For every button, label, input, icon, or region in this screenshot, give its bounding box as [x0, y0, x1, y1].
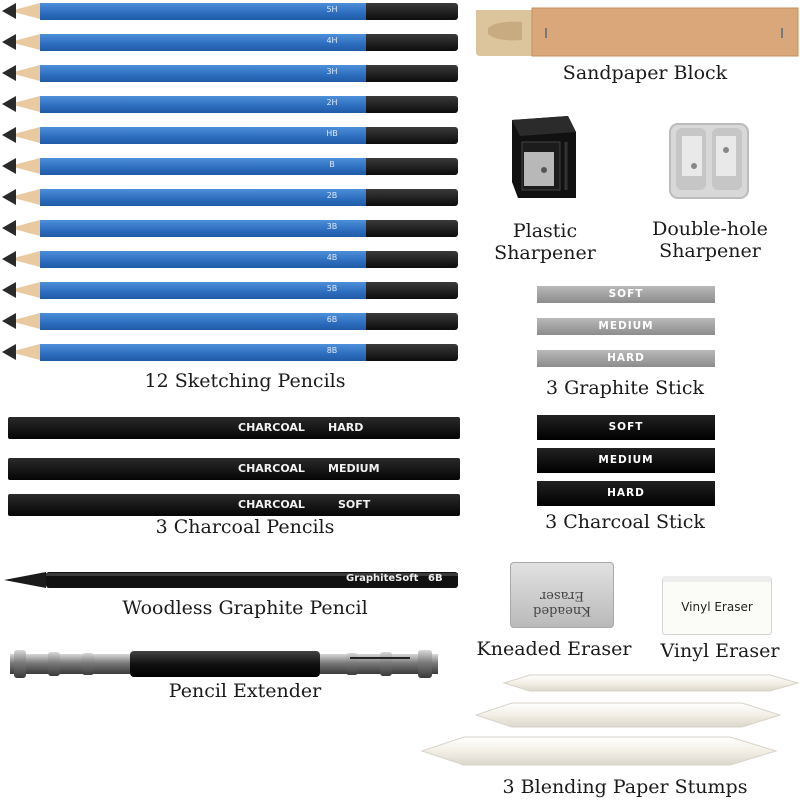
- kneaded-eraser: [510, 562, 614, 628]
- charcoal-stick-label: HARD: [607, 487, 645, 499]
- pencil-grade-label: 3H: [326, 67, 338, 76]
- sketching-pencil: [2, 127, 458, 144]
- plastic-sharpener-shape: [508, 112, 578, 202]
- pencil-grade-label: 6B: [326, 315, 338, 324]
- kneaded-eraser-print: Kneaded Eraser: [533, 588, 591, 618]
- woodless-pencil-caption: Woodless Graphite Pencil: [122, 597, 368, 619]
- charcoal-pencil-brand: CHARCOAL: [238, 498, 305, 511]
- blending-stumps-group: [420, 665, 800, 775]
- pencil-grade-label: 5B: [326, 284, 338, 293]
- blending-stumps-shape: [420, 665, 800, 775]
- pencil-grade-label: 4B: [326, 253, 338, 262]
- graphite-stick: [537, 286, 715, 303]
- graphite-stick-label: HARD: [607, 352, 645, 364]
- charcoal-stick: [537, 448, 715, 473]
- sketching-pencil: [2, 344, 458, 361]
- charcoal-pencil: [8, 417, 460, 439]
- woodless-graphite-pencil: [4, 570, 460, 590]
- pencil-grade-label: B: [329, 160, 335, 169]
- sandpaper-block-shape: [474, 4, 800, 58]
- woodless-pencil-grade: 6B: [428, 573, 443, 584]
- sketching-pencils-caption: 12 Sketching Pencils: [144, 370, 346, 392]
- pencil-extender: [10, 644, 438, 684]
- double-hole-sharpener-shape: [666, 120, 752, 202]
- charcoal-stick-label: SOFT: [608, 421, 644, 433]
- sketching-pencil: [2, 65, 458, 82]
- sketching-pencil: [2, 251, 458, 268]
- pencil-grade-label: 3B: [326, 222, 338, 231]
- charcoal-stick: [537, 481, 715, 506]
- charcoal-stick: [537, 415, 715, 440]
- sketching-pencil: [2, 96, 458, 113]
- pencil-grade-label: 8B: [326, 346, 338, 355]
- vinyl-eraser-caption: Vinyl Eraser: [660, 640, 780, 662]
- pencil-grade-label: HB: [326, 129, 338, 138]
- charcoal-pencil: [8, 494, 460, 516]
- charcoal-pencil: [8, 458, 460, 480]
- sketching-pencil: [2, 3, 458, 20]
- woodless-pencil-brand: GraphiteSoft: [346, 573, 419, 584]
- kneaded-eraser-caption: Kneaded Eraser: [476, 638, 632, 660]
- charcoal-pencil-grade: MEDIUM: [328, 462, 380, 475]
- double-hole-sharpener: [666, 120, 752, 202]
- plastic-sharpener-caption-text: Plastic Sharpener: [494, 220, 596, 264]
- pencil-grade-label: 5H: [326, 5, 338, 14]
- sandpaper-block: [474, 4, 800, 58]
- sketching-pencil: [2, 282, 458, 299]
- pencil-grade-label: 2H: [326, 98, 338, 107]
- charcoal-stick-caption: 3 Charcoal Stick: [545, 511, 705, 533]
- plastic-sharpener: [508, 112, 578, 202]
- charcoal-pencil-brand: CHARCOAL: [238, 421, 305, 434]
- blending-stumps-caption: 3 Blending Paper Stumps: [502, 776, 748, 798]
- charcoal-pencils-caption: 3 Charcoal Pencils: [155, 516, 335, 538]
- sketching-pencil: [2, 220, 458, 237]
- graphite-stick-caption: 3 Graphite Stick: [546, 377, 704, 399]
- charcoal-pencil-grade: HARD: [328, 421, 364, 434]
- double-hole-sharpener-caption: [640, 218, 780, 262]
- pencil-extender-caption: Pencil Extender: [168, 680, 322, 702]
- pencil-extender-shape: [10, 644, 438, 684]
- charcoal-pencil-grade: SOFT: [338, 498, 371, 511]
- pencil-grade-label: 2B: [326, 191, 338, 200]
- sketching-pencil: [2, 34, 458, 51]
- vinyl-eraser-print: Vinyl Eraser: [681, 600, 753, 614]
- graphite-stick-label: SOFT: [608, 288, 644, 300]
- double-hole-sharpener-caption-text: Double-hole Sharpener: [652, 218, 768, 262]
- pencil-grade-label: 4H: [326, 36, 338, 45]
- vinyl-eraser: [662, 576, 772, 635]
- sketching-pencil: [2, 158, 458, 175]
- charcoal-pencil-brand: CHARCOAL: [238, 462, 305, 475]
- charcoal-stick-label: MEDIUM: [598, 454, 654, 466]
- plastic-sharpener-caption: [480, 220, 610, 264]
- graphite-stick-label: MEDIUM: [598, 320, 654, 332]
- graphite-stick: [537, 318, 715, 335]
- graphite-stick: [537, 350, 715, 367]
- sandpaper-caption: Sandpaper Block: [562, 62, 728, 84]
- sketching-pencil: [2, 189, 458, 206]
- sketching-pencil: [2, 313, 458, 330]
